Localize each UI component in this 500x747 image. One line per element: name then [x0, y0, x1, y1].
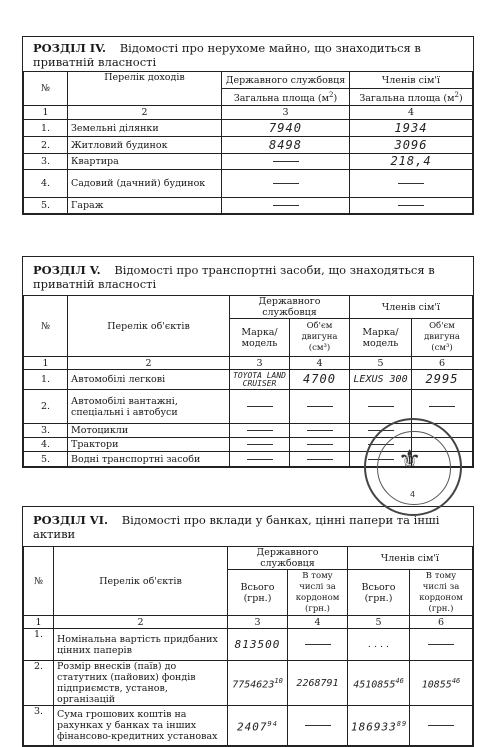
section-title: Відомості про вклади у банках, цінні папери та інші активи — [33, 513, 440, 541]
handwritten-value: 3096 — [350, 137, 473, 154]
row-name: Номінальна вартість придбаних цінних паперів — [54, 629, 228, 661]
row-no: 4. — [24, 438, 68, 452]
stamp-number: 4 — [410, 490, 416, 499]
col-header-family: Членів сім'ї — [348, 547, 473, 570]
row-name: Мотоцикли — [68, 424, 230, 438]
empty-dash — [350, 170, 473, 198]
col-num: 4 — [350, 106, 473, 120]
col-num: 6 — [410, 616, 473, 629]
table-row — [24, 629, 473, 661]
col-header-official: Державного службовця — [222, 72, 350, 89]
section-label: РОЗДІЛ IV. — [33, 41, 107, 55]
table-row — [24, 120, 473, 137]
empty-dash — [290, 424, 350, 438]
col-num: 4 — [290, 357, 350, 370]
empty-dash — [350, 198, 473, 214]
empty-dash — [230, 438, 290, 452]
col-header-list: Перелік об'єктів — [68, 296, 230, 357]
table-row — [24, 370, 473, 390]
handwritten-value: 813500 — [228, 629, 288, 661]
handwritten-value: 10855$^{46}$ — [410, 661, 473, 706]
official-stamp — [364, 418, 462, 516]
handwritten-value: 4510855$^{46}$ — [348, 661, 410, 706]
col-header-no: № — [24, 547, 54, 616]
handwritten-value: 7754623$^{10}$ — [228, 661, 288, 706]
col-header-volume: Об'єм двигуна (см³) — [412, 319, 473, 357]
handwritten-value: 2995 — [412, 370, 473, 390]
col-num: 2 — [68, 357, 230, 370]
col-header-area-family: Загальна площа $(м^2)$ — [350, 89, 473, 106]
trident-icon: ⚜ — [398, 445, 422, 475]
section-v-heading — [23, 257, 473, 295]
col-header-official: Державного службовця — [230, 296, 350, 319]
row-no: 3. — [24, 424, 68, 438]
handwritten-value: 186933$^{89}$ — [348, 706, 410, 746]
col-num: 6 — [412, 357, 473, 370]
col-num: 3 — [228, 616, 288, 629]
empty-dash — [290, 438, 350, 452]
empty-dash — [288, 706, 348, 746]
row-no: 4. — [24, 170, 68, 198]
table-row — [24, 154, 473, 170]
handwritten-value: 1934 — [350, 120, 473, 137]
empty-dash — [222, 170, 350, 198]
col-num: 1 — [24, 357, 68, 370]
handwritten-value: 2268791 — [288, 661, 348, 706]
col-header-abroad: В тому числі за кордоном (грн.) — [288, 570, 348, 616]
handwritten-value: 4700 — [290, 370, 350, 390]
empty-dash — [410, 629, 473, 661]
row-name: Автомобілі легкові — [68, 370, 230, 390]
col-header-family: Членів сім'ї — [350, 72, 473, 89]
row-name: Гараж — [68, 198, 222, 214]
empty-dash — [230, 424, 290, 438]
section-vi — [22, 506, 474, 747]
row-name: Розмір внесків (паїв) до статутних (пайових) фондів підприємств, установ, організацій — [54, 661, 228, 706]
row-no: 2. — [24, 661, 54, 706]
table-row — [24, 137, 473, 154]
handwritten-value: TOYOTA LAND CRUISER — [230, 370, 290, 390]
row-no: 5. — [24, 198, 68, 214]
section-iv — [22, 36, 474, 215]
handwritten-value: LEXUS 300 — [350, 370, 412, 390]
col-header-family: Членів сім'ї — [350, 296, 473, 319]
empty-dash — [290, 452, 350, 467]
col-header-list: Перелік доходів — [68, 72, 222, 106]
row-no: 1. — [24, 120, 68, 137]
col-header-total: Всього (грн.) — [348, 570, 410, 616]
empty-dash — [230, 390, 290, 424]
col-header-make: Марка/ модель — [230, 319, 290, 357]
col-num: 3 — [222, 106, 350, 120]
section-label: РОЗДІЛ V. — [33, 263, 101, 277]
col-num: 1 — [24, 106, 68, 120]
handwritten-value: 7940 — [222, 120, 350, 137]
empty-dash — [222, 154, 350, 170]
row-name: Водні транспортні засоби — [68, 452, 230, 467]
row-name: Автомобілі вантажні, спеціальні і автобуси — [68, 390, 230, 424]
row-name: Квартира — [68, 154, 222, 170]
row-no: 3. — [24, 706, 54, 746]
row-no: 1. — [24, 629, 54, 661]
empty-dash — [222, 198, 350, 214]
row-no: 3. — [24, 154, 68, 170]
col-header-no: № — [24, 72, 68, 106]
row-no: 2. — [24, 137, 68, 154]
table-row — [24, 706, 473, 746]
col-num: 5 — [348, 616, 410, 629]
real-estate-table — [23, 71, 473, 214]
col-header-abroad: В тому числі за кордоном (грн.) — [410, 570, 473, 616]
handwritten-value: 8498 — [222, 137, 350, 154]
row-name: Земельні ділянки — [68, 120, 222, 137]
row-no: 1. — [24, 370, 68, 390]
empty-dash — [290, 390, 350, 424]
col-header-area-official: Загальна площа $(м^2)$ — [222, 89, 350, 106]
row-name: Сума грошових коштів на рахунках у банках та інших фінансово-кредитних установах — [54, 706, 228, 746]
col-num: 1 — [24, 616, 54, 629]
section-title: Відомості про нерухоме майно, що знаходиться в приватній власності — [33, 41, 421, 69]
col-num: 3 — [230, 357, 290, 370]
col-header-total: Всього (грн.) — [228, 570, 288, 616]
col-num: 4 — [288, 616, 348, 629]
col-header-no: № — [24, 296, 68, 357]
section-title: Відомості про транспортні засоби, що знаходяться в приватній власності — [33, 263, 435, 291]
col-num: 5 — [350, 357, 412, 370]
col-num: 2 — [54, 616, 228, 629]
col-header-make: Марка/ модель — [350, 319, 412, 357]
empty-dash: . . . . — [348, 629, 410, 661]
row-no: 2. — [24, 390, 68, 424]
table-row — [24, 661, 473, 706]
col-header-official: Державного службовця — [228, 547, 348, 570]
assets-table — [23, 546, 473, 746]
empty-dash — [288, 629, 348, 661]
handwritten-value: 218,4 — [350, 154, 473, 170]
empty-dash — [230, 452, 290, 467]
table-row — [24, 170, 473, 198]
row-name: Трактори — [68, 438, 230, 452]
handwritten-value: 2407$^{94}$ — [228, 706, 288, 746]
section-label: РОЗДІЛ VI. — [33, 513, 109, 527]
col-header-list: Перелік об'єктів — [54, 547, 228, 616]
empty-dash — [410, 706, 473, 746]
table-row — [24, 198, 473, 214]
section-iv-heading — [23, 37, 473, 71]
row-no: 5. — [24, 452, 68, 467]
col-header-volume: Об'єм двигуна (см³) — [290, 319, 350, 357]
col-num: 2 — [68, 106, 222, 120]
row-name: Житловий будинок — [68, 137, 222, 154]
row-name: Садовий (дачний) будинок — [68, 170, 222, 198]
